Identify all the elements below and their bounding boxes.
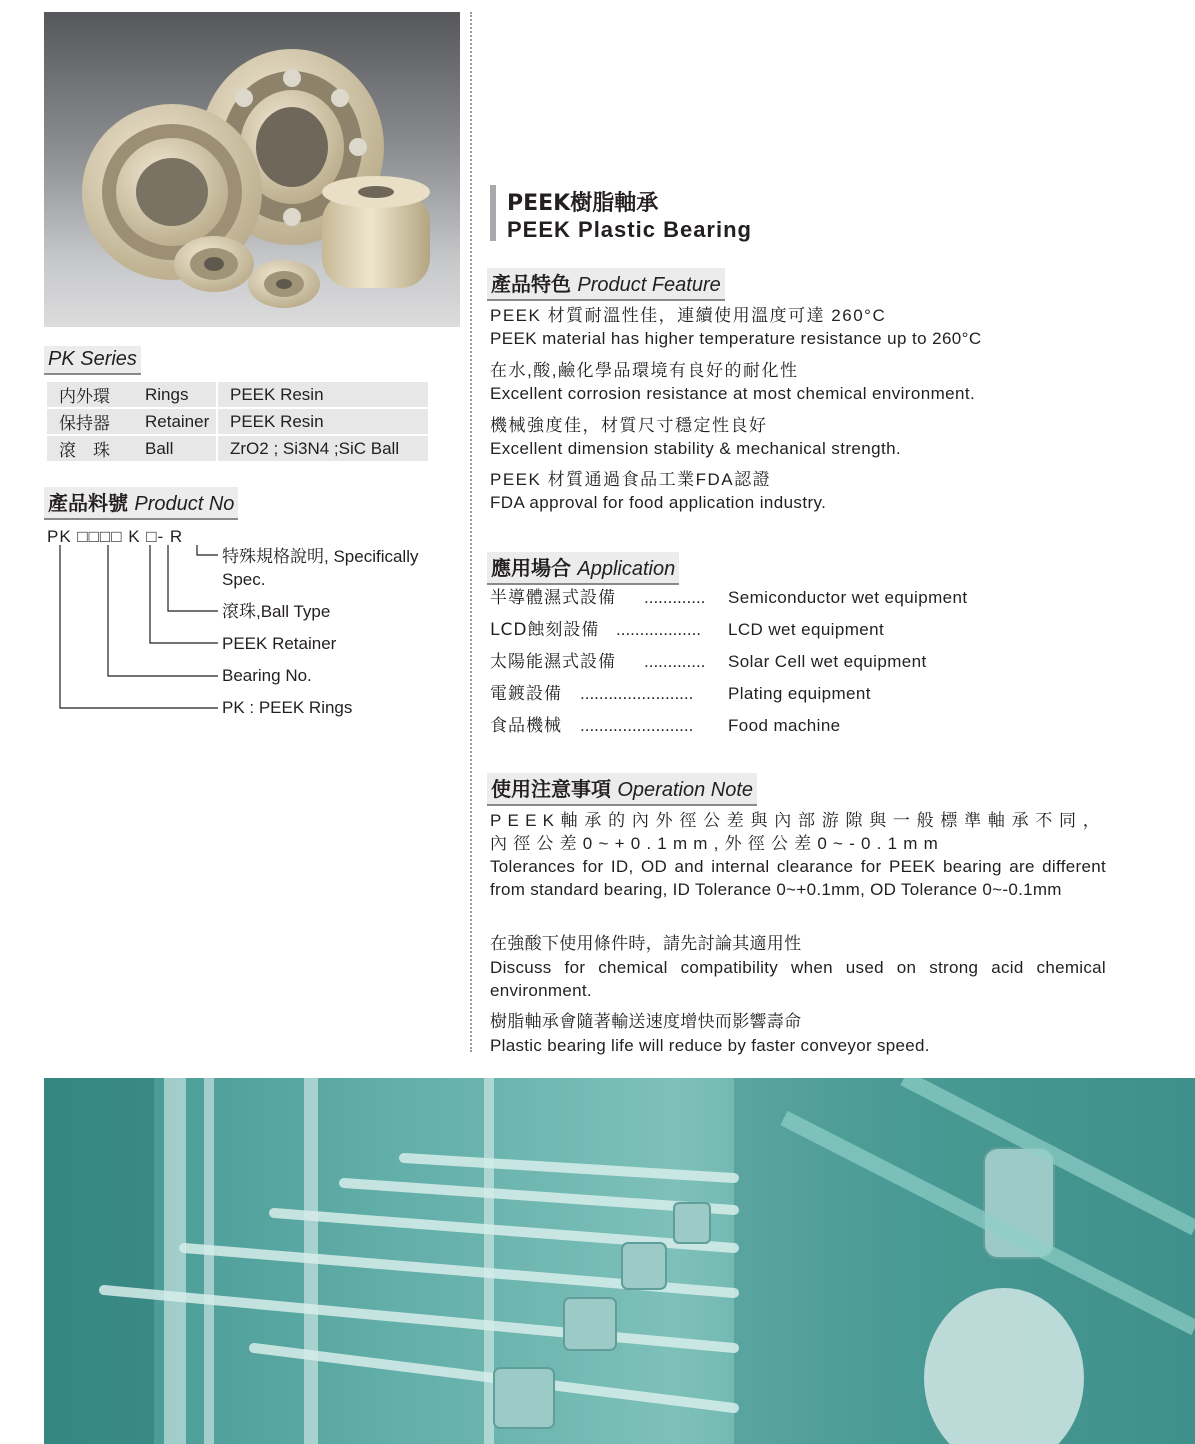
table-row (47, 408, 428, 435)
product-code: PK □□□□ K □- R (47, 527, 184, 546)
note-en: Discuss for chemical compatibility when used on strong acid chemical environment. (490, 958, 1106, 1000)
application-en: LCD wet equipment (728, 620, 885, 639)
leader-dots: ............. (644, 652, 706, 671)
application-zh: 半導體濕式設備 (490, 588, 616, 608)
part-en: Retainer (143, 408, 217, 435)
application-item (490, 683, 990, 705)
note-zh: 樹脂軸承會隨著輸送速度增快而影響壽命 (490, 1012, 802, 1031)
feature-en: Excellent corrosion resistance at most chemical environment. (490, 384, 976, 403)
application-item (490, 651, 990, 673)
note-heading: 使用注意事項 Operation Note (487, 773, 757, 806)
feature-heading: 產品特色 Product Feature (487, 268, 725, 301)
feature-zh: PEEK 材質通過食品工業FDA認證 (490, 470, 772, 489)
conveyor-photo (44, 1078, 1195, 1444)
spec-label: 特殊規格說明, Specifically (222, 547, 419, 566)
feature-en: PEEK material has higher temperature resistance up to 260°C (490, 329, 982, 348)
part-en: Rings (143, 382, 217, 408)
product-no-heading: 產品料號 Product No (44, 487, 238, 520)
application-en: Semiconductor wet equipment (728, 588, 968, 607)
page-title-zh: PEEK樹脂軸承 (507, 191, 659, 216)
application-en: Plating equipment (728, 684, 871, 703)
ball-type-label: 滾珠,Ball Type (222, 602, 331, 621)
part-en: Ball (143, 435, 217, 462)
bearing-photo (44, 12, 460, 327)
bearing-no-label: Bearing No. (222, 666, 312, 685)
application-item (490, 619, 990, 641)
feature-en: Excellent dimension stability & mechanical strength. (490, 439, 902, 458)
column-divider (470, 12, 472, 1052)
product-code-diagram (40, 545, 230, 720)
note-zh: 在強酸下使用條件時，請先討論其適用性 (490, 934, 802, 953)
rings-label: PK : PEEK Rings (222, 698, 353, 717)
conveyor-illustration (44, 1078, 1195, 1444)
application-item (490, 715, 990, 737)
feature-zh: 在水,酸,鹼化學品環境有良好的耐化性 (490, 361, 799, 380)
application-zh: 食品機械 (490, 716, 562, 736)
pk-series-table (47, 382, 428, 463)
application-zh: 太陽能濕式設備 (490, 652, 616, 672)
part-zh: 内外環 (47, 382, 143, 408)
part-material: ZrO2 ; Si3N4 ;SiC Ball (217, 435, 428, 462)
part-material: PEEK Resin (217, 382, 428, 408)
note-en: Tolerances for ID, OD and internal clearance for PEEK bearing are different from standard bearing, ID Tolerance 0~+0.1mm, OD Tolerance 0~-0.1mm (490, 857, 1106, 899)
application-heading: 應用場合 Application (487, 552, 679, 585)
feature-zh: 機械強度佳，材質尺寸穩定性良好 (490, 416, 768, 435)
part-zh: 滾 珠 (47, 435, 143, 462)
spec-label-cont: Spec. (222, 570, 266, 589)
leader-dots: ............. (644, 588, 706, 607)
application-item (490, 587, 990, 609)
table-row (47, 382, 428, 408)
leader-dots: ........................ (580, 716, 694, 735)
application-en: Food machine (728, 716, 841, 735)
application-en: Solar Cell wet equipment (728, 652, 927, 671)
feature-en: FDA approval for food application industry. (490, 493, 827, 512)
table-row (47, 435, 428, 462)
leader-dots: .................. (616, 620, 702, 639)
application-zh: LCD蝕刻設備 (490, 620, 600, 640)
title-accent-bar (490, 185, 496, 241)
feature-zh: PEEK 材質耐溫性佳，連續使用溫度可達 260°C (490, 306, 887, 325)
bearing-illustration (44, 12, 460, 327)
leader-dots: ........................ (580, 684, 694, 703)
note-en: Plastic bearing life will reduce by faster conveyor speed. (490, 1036, 930, 1055)
page-title-en: PEEK Plastic Bearing (507, 217, 752, 242)
part-zh: 保持器 (47, 408, 143, 435)
retainer-label: PEEK Retainer (222, 634, 337, 653)
application-zh: 電鍍設備 (490, 684, 562, 704)
part-material: PEEK Resin (217, 408, 428, 435)
note-zh: PEEK軸承的內外徑公差與內部游隙與一般標準軸承不同，內徑公差0~+0.1mm,外徑公差0~-0.1mm (490, 811, 1106, 853)
pk-series-heading: PK Series (44, 346, 141, 375)
